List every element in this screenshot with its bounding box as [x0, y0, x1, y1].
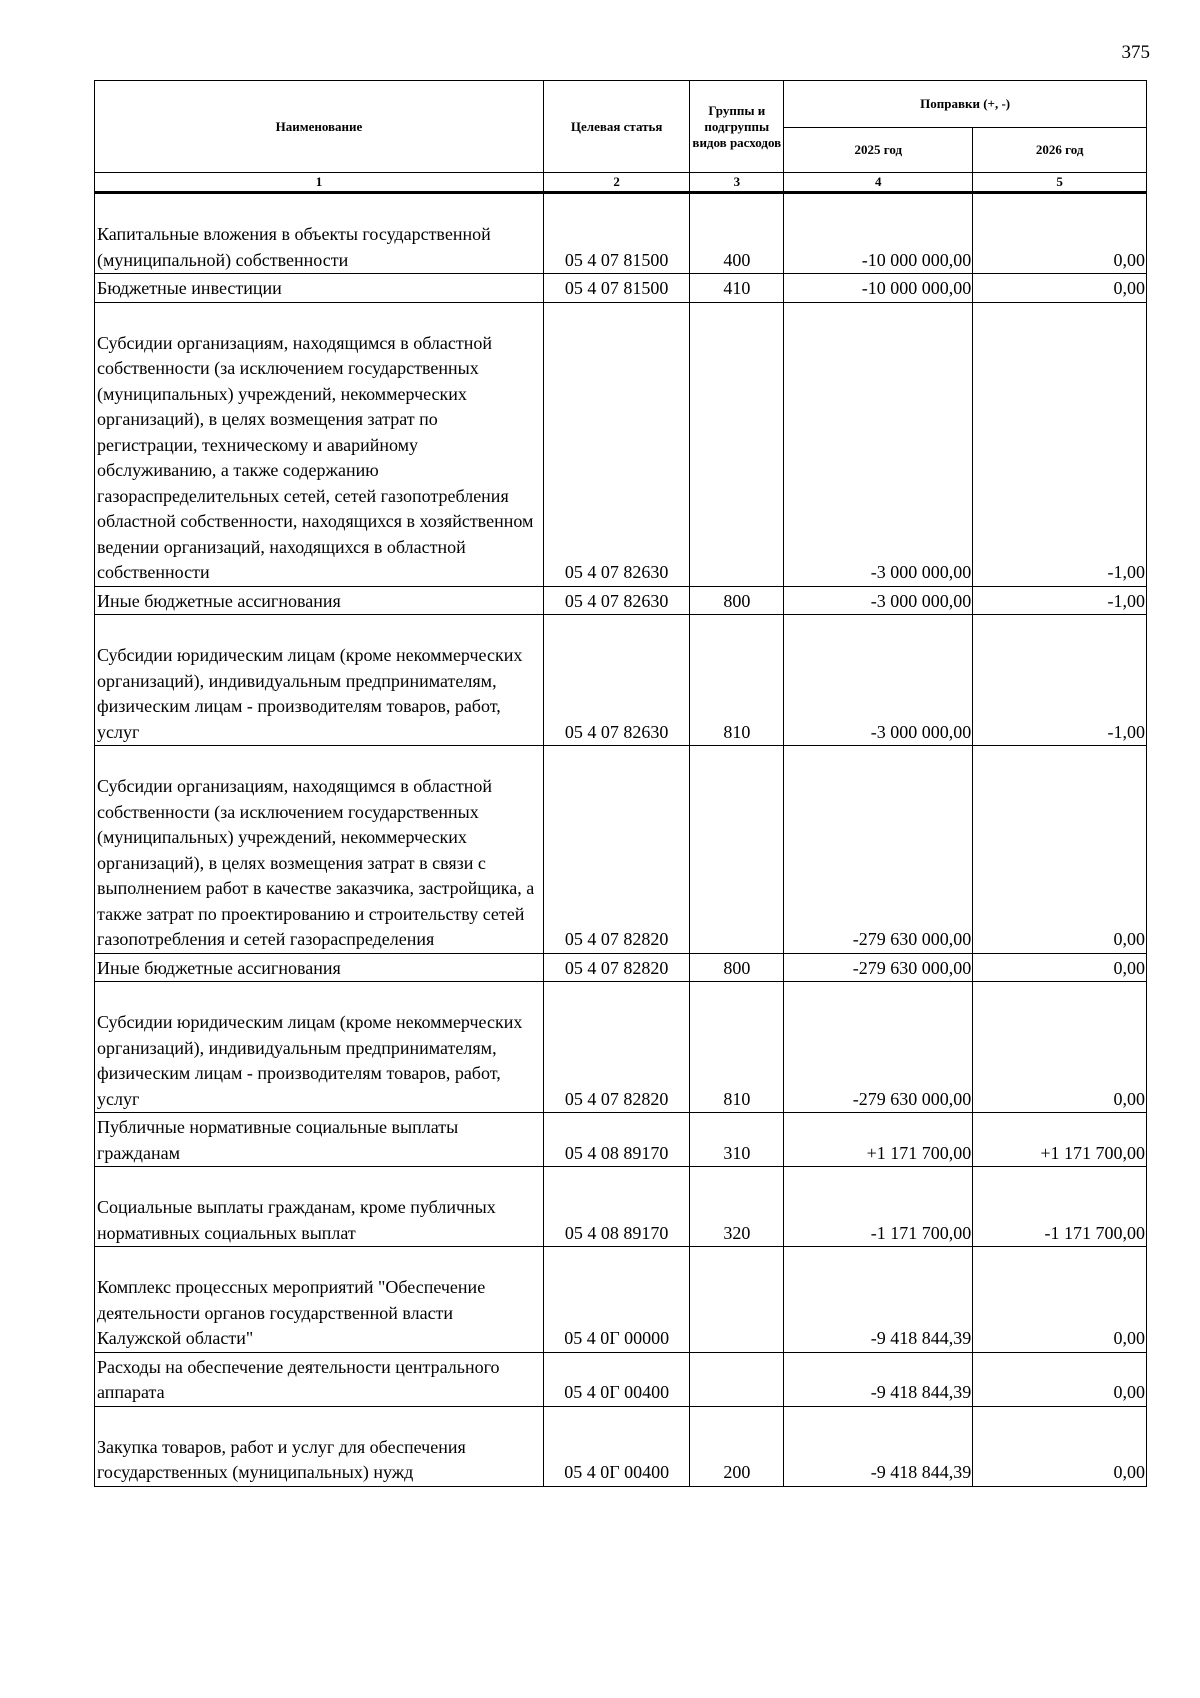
row-amount-2025: -10 000 000,00: [784, 193, 973, 274]
page-number: 375: [1121, 42, 1150, 63]
row-amount-2025: -3 000 000,00: [784, 302, 973, 586]
table-row: [95, 302, 1147, 586]
header-col-number: 1: [95, 173, 544, 193]
row-name: Иные бюджетные ассигнования: [95, 953, 544, 982]
row-amount-2026: -1,00: [973, 302, 1147, 586]
header-col-number: 2: [543, 173, 689, 193]
row-target-code: 05 4 07 82820: [543, 982, 689, 1113]
row-target-code: 05 4 0Г 00400: [543, 1352, 689, 1406]
header-year-2025: 2025 год: [784, 128, 973, 173]
table-body: [95, 193, 1147, 1487]
row-amount-2025: -3 000 000,00: [784, 586, 973, 615]
row-amount-2026: 0,00: [973, 982, 1147, 1113]
header-name: Наименование: [95, 81, 544, 173]
row-amount-2025: -10 000 000,00: [784, 274, 973, 303]
row-target-code: 05 4 0Г 00000: [543, 1247, 689, 1353]
row-amount-2025: -1 171 700,00: [784, 1167, 973, 1247]
row-target-code: 05 4 07 82820: [543, 746, 689, 954]
table-row: [95, 1113, 1147, 1167]
row-amount-2025: -279 630 000,00: [784, 982, 973, 1113]
row-target-code: 05 4 0Г 00400: [543, 1406, 689, 1486]
row-name: Субсидии юридическим лицам (кроме некоммерческих организаций), индивидуальным предпринимателям, физическим лицам - производителям товаров, работ, услуг: [95, 615, 544, 746]
table-row: [95, 982, 1147, 1113]
row-expense-type: 810: [690, 982, 784, 1113]
table-row: [95, 274, 1147, 303]
row-expense-type: 200: [690, 1406, 784, 1486]
row-amount-2026: 0,00: [973, 1352, 1147, 1406]
table-row: [95, 1352, 1147, 1406]
budget-amendments-table: [94, 80, 1147, 1487]
row-name: Расходы на обеспечение деятельности центрального аппарата: [95, 1352, 544, 1406]
row-expense-type: 310: [690, 1113, 784, 1167]
row-target-code: 05 4 08 89170: [543, 1167, 689, 1247]
row-amount-2026: +1 171 700,00: [973, 1113, 1147, 1167]
row-name: Субсидии организациям, находящимся в областной собственности (за исключением государственных (муниципальных) учреждений, некоммерческих организаций), в целях возмещения затрат по регистрации, техническому и аварийному обслуживанию, а также содержанию газораспределительных сетей, сетей газопотребления областной собственности, находящихся в хозяйственном ведении организаций, находящихся в областной собственности: [95, 302, 544, 586]
header-amendments: Поправки (+, -): [784, 81, 1147, 128]
row-target-code: 05 4 07 81500: [543, 193, 689, 274]
table-row: [95, 1167, 1147, 1247]
table-row: [95, 746, 1147, 954]
row-expense-type: 410: [690, 274, 784, 303]
row-expense-type: [690, 1352, 784, 1406]
row-amount-2026: 0,00: [973, 1406, 1147, 1486]
row-amount-2026: 0,00: [973, 953, 1147, 982]
table-row: [95, 1247, 1147, 1353]
row-amount-2026: 0,00: [973, 746, 1147, 954]
row-amount-2025: -279 630 000,00: [784, 746, 973, 954]
header-col-number: 4: [784, 173, 973, 193]
row-name: Бюджетные инвестиции: [95, 274, 544, 303]
row-target-code: 05 4 07 81500: [543, 274, 689, 303]
row-name: Капитальные вложения в объекты государственной (муниципальной) собственности: [95, 193, 544, 274]
row-amount-2026: -1 171 700,00: [973, 1167, 1147, 1247]
row-name: Социальные выплаты гражданам, кроме публичных нормативных социальных выплат: [95, 1167, 544, 1247]
row-expense-type: [690, 1247, 784, 1353]
row-expense-type: 800: [690, 586, 784, 615]
row-expense-type: [690, 746, 784, 954]
header-col-number: 3: [690, 173, 784, 193]
row-amount-2025: -3 000 000,00: [784, 615, 973, 746]
row-amount-2025: -9 418 844,39: [784, 1406, 973, 1486]
row-target-code: 05 4 07 82630: [543, 615, 689, 746]
row-target-code: 05 4 07 82630: [543, 586, 689, 615]
header-target: Целевая статья: [543, 81, 689, 173]
row-target-code: 05 4 07 82630: [543, 302, 689, 586]
row-expense-type: [690, 302, 784, 586]
row-expense-type: 800: [690, 953, 784, 982]
header-col-number: 5: [973, 173, 1147, 193]
row-amount-2025: +1 171 700,00: [784, 1113, 973, 1167]
row-expense-type: 320: [690, 1167, 784, 1247]
table-header: [95, 81, 1147, 193]
row-amount-2026: -1,00: [973, 586, 1147, 615]
row-amount-2026: 0,00: [973, 1247, 1147, 1353]
header-year-2026: 2026 год: [973, 128, 1147, 173]
row-amount-2025: -9 418 844,39: [784, 1247, 973, 1353]
row-amount-2025: -279 630 000,00: [784, 953, 973, 982]
row-name: Субсидии организациям, находящимся в областной собственности (за исключением государственных (муниципальных) учреждений, некоммерческих организаций), в целях возмещения затрат в связи с выполнением работ в качестве заказчика, застройщика, а также затрат по проектированию и строительству сетей газопотребления и сетей газораспределения: [95, 746, 544, 954]
row-amount-2026: -1,00: [973, 615, 1147, 746]
row-name: Закупка товаров, работ и услуг для обеспечения государственных (муниципальных) нужд: [95, 1406, 544, 1486]
row-name: Публичные нормативные социальные выплаты гражданам: [95, 1113, 544, 1167]
table-row: [95, 1406, 1147, 1486]
row-amount-2026: 0,00: [973, 193, 1147, 274]
table-row: [95, 586, 1147, 615]
table-row: [95, 615, 1147, 746]
table-row: [95, 193, 1147, 274]
header-groups: Группы и подгруппы видов расходов: [690, 81, 784, 173]
row-name: Комплекс процессных мероприятий "Обеспечение деятельности органов государственной власти Калужской области": [95, 1247, 544, 1353]
row-amount-2026: 0,00: [973, 274, 1147, 303]
row-expense-type: 400: [690, 193, 784, 274]
row-name: Иные бюджетные ассигнования: [95, 586, 544, 615]
row-expense-type: 810: [690, 615, 784, 746]
row-target-code: 05 4 08 89170: [543, 1113, 689, 1167]
table-row: [95, 953, 1147, 982]
row-target-code: 05 4 07 82820: [543, 953, 689, 982]
row-name: Субсидии юридическим лицам (кроме некоммерческих организаций), индивидуальным предпринимателям, физическим лицам - производителям товаров, работ, услуг: [95, 982, 544, 1113]
row-amount-2025: -9 418 844,39: [784, 1352, 973, 1406]
